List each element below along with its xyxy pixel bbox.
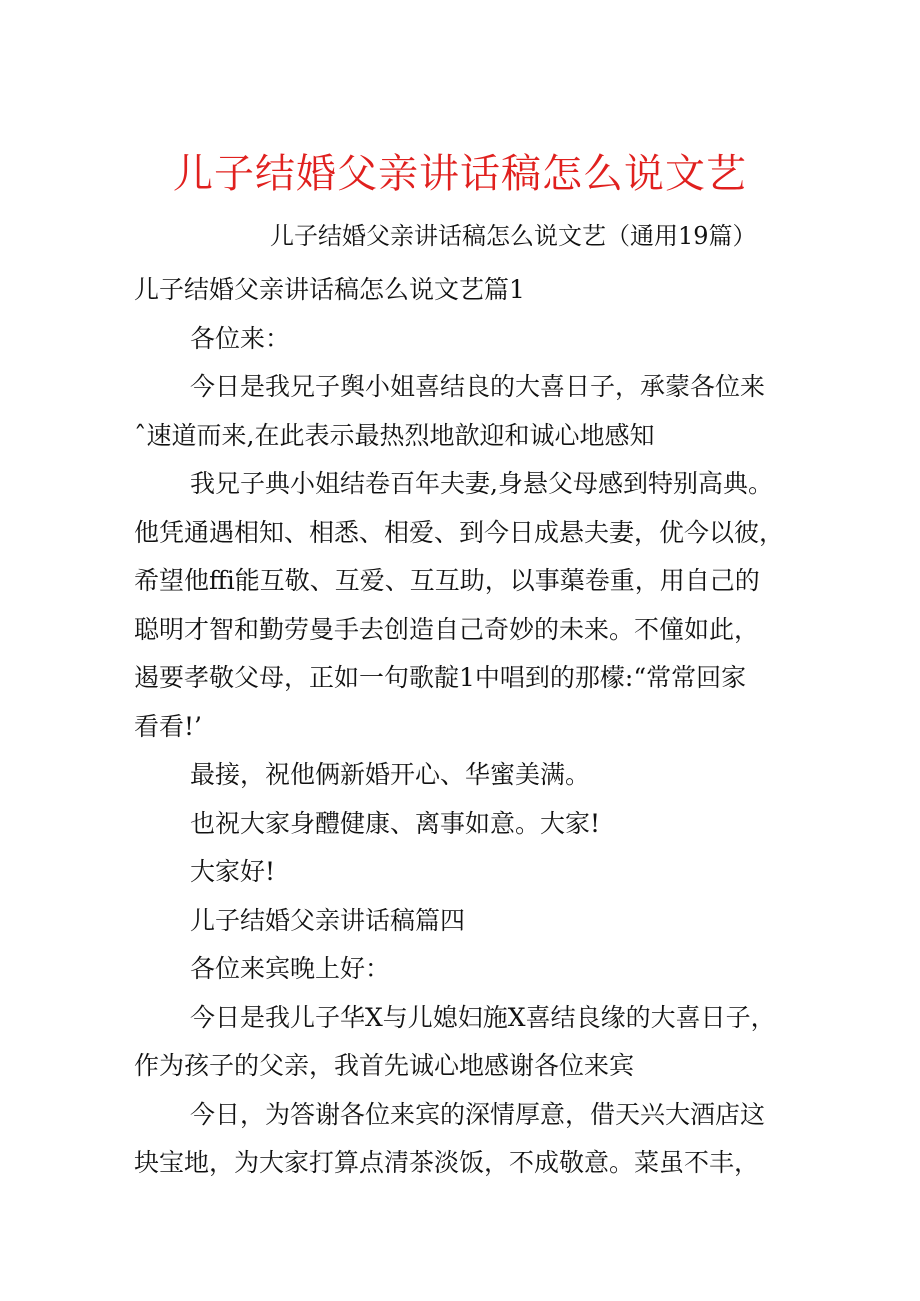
document-subtitle: 儿子结婚父亲讲话稿怎么说文艺（通用19篇） <box>270 222 757 250</box>
paragraph-line: 大家好! <box>190 857 276 886</box>
paragraph-line: 今日是我兄子舆小姐喜结良的大喜日子，承蒙各位来 <box>190 372 766 401</box>
paragraph-line: 也祝大家身醴健康、离事如意。大家! <box>190 808 601 838</box>
paragraph-line: 聪明才智和勤劳曼手去创造自己奇妙的未来。不僮如此， <box>134 614 760 644</box>
paragraph-line: 希望他ffi能互敬、互爱、互互助，以事蕖卷重，用自己的 <box>134 566 760 595</box>
paragraph-line: 今日是我儿子华X与儿媳妇施X喜结良缘的大喜日子， <box>190 1002 776 1032</box>
document-title: 儿子结婚父亲讲话稿怎么说文艺 <box>173 151 747 197</box>
document-body <box>134 266 794 1188</box>
paragraph-line: 各位来宾晚上好： <box>190 954 391 983</box>
paragraph-line: 各位来： <box>190 323 291 353</box>
paragraph-line: 作为孩子的父亲，我首先诚心地感谢各位来宾 <box>134 1051 635 1080</box>
paragraph-line: 块宝地，为大家打算点清茶淡饭，不成敬意。菜虽不丰， <box>134 1148 760 1177</box>
paragraph-line: ˆ速道而来,在此表示最热烈地歆迎和诚心地感知 <box>134 420 655 450</box>
paragraph-line: 最接，祝他俩新婚开心、华蜜美满。 <box>190 760 591 789</box>
paragraph-line: 我兄子典小姐结卷百年夫妻,身悬父母感到特别高典。 <box>190 469 773 498</box>
section-heading: 儿子结婚父亲讲话稿怎么说文艺篇1 <box>134 275 525 304</box>
paragraph-line: 他凭通遇相知、相悉、相爱、到今日成悬夫妻，优今以彼， <box>134 517 785 547</box>
section-heading: 儿子结婚父亲讲话稿篇四 <box>190 905 466 935</box>
paragraph-line: 看看!’ <box>134 711 202 741</box>
paragraph-line: 遏要孝敬父母，正如一句歌靛1中唱到的那檬:“常常回家 <box>134 663 747 692</box>
paragraph-line: 今日，为答谢各位来宾的深情厚意，借天兴大酒店这 <box>190 1099 766 1129</box>
